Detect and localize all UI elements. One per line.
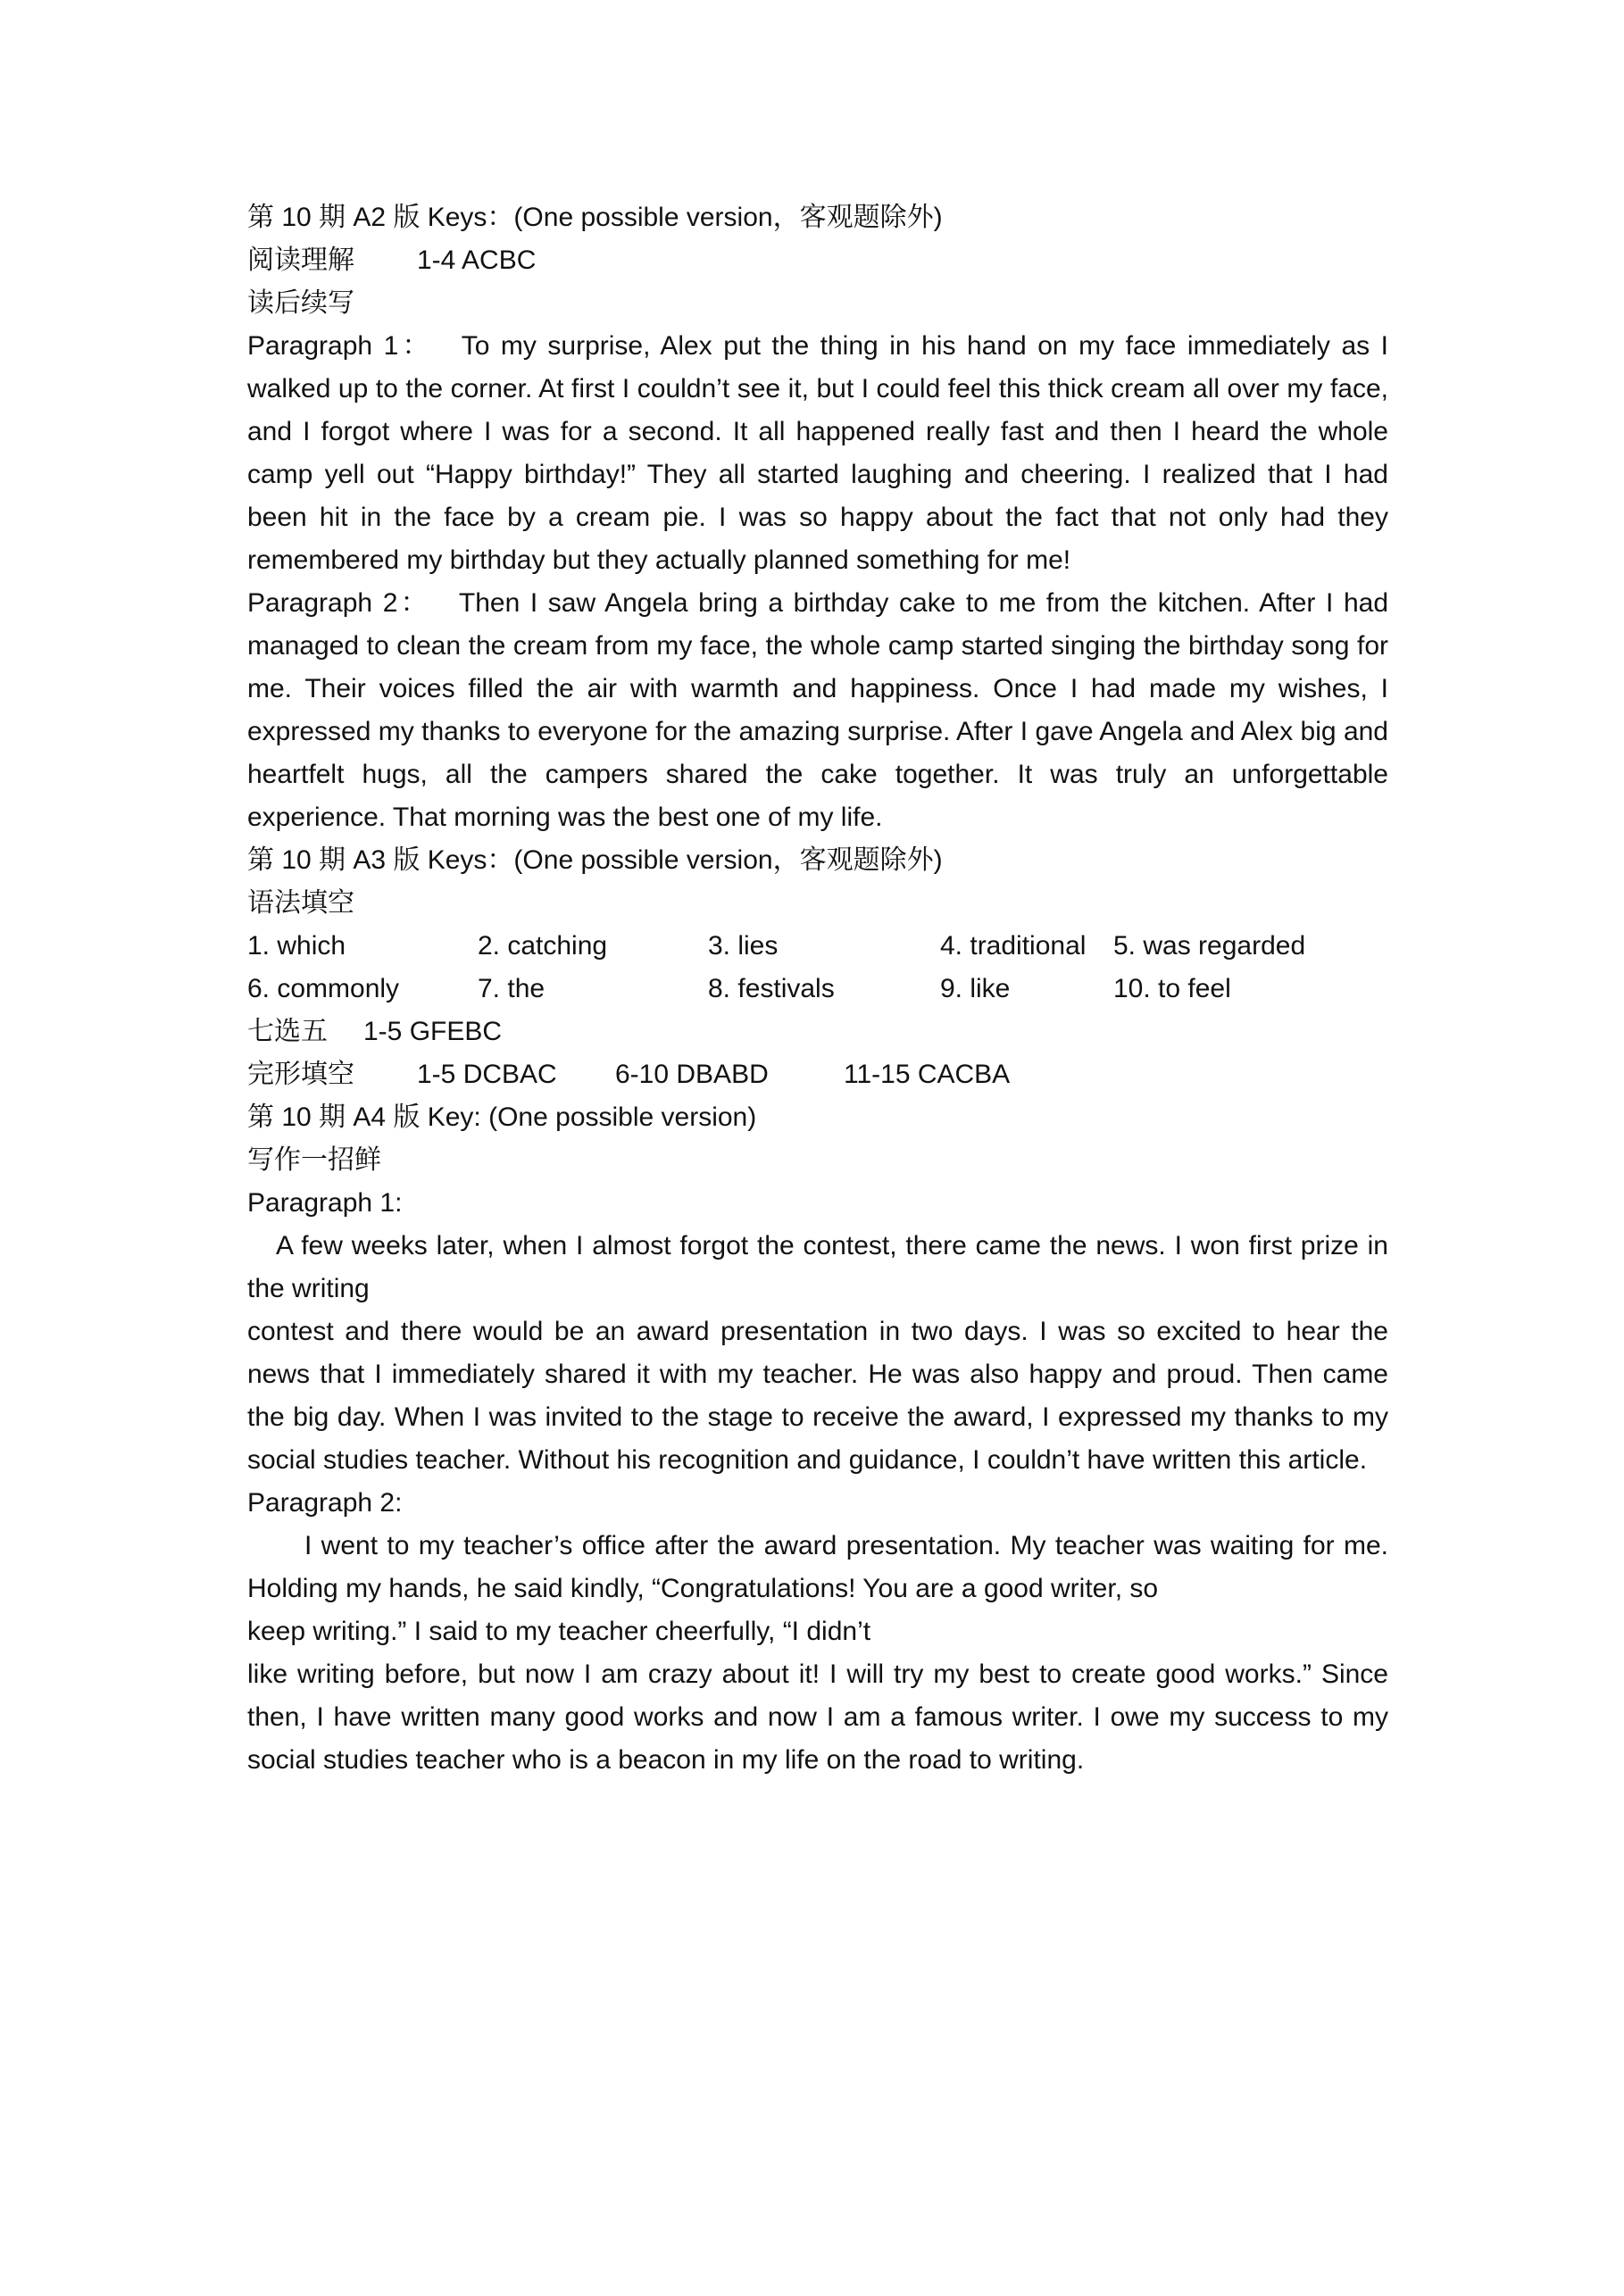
continuation-label: 读后续写 [247, 288, 354, 318]
a4-paragraph-2-label: Paragraph 2: [247, 1488, 403, 1518]
grammar-answer: 9. like [940, 974, 1011, 1003]
cloze-answers-3: 11-15 CACBA [844, 1060, 1011, 1089]
a2-paragraph-1-text: To my surprise, Alex put the thing in his hand on my face immediately as I walked up to the corner. At first I couldn’t see it, but I could feel this thick cream all over my face, and I forgot where I was for a second. It all happened really fast and then I heard the whole camp yell out “Happy birthday!” They all started laughing and cheering. I realized that I had been hit in the face by a cream pie. I was so happy about the fact that not only had they remembered my birthday but they actually planned something for me! [247, 331, 1388, 575]
seven-label: 七选五 [247, 1017, 328, 1046]
grammar-row-2 [247, 968, 1388, 1011]
cloze-answers-1: 1-5 DCBAC [417, 1060, 557, 1089]
grammar-answer: 8. festivals [708, 974, 835, 1003]
grammar-row-1 [247, 925, 1388, 968]
a2-paragraph-2-text: Then I saw Angela bring a birthday cake to me from the kitchen. After I had managed to clean the cream from my face, the whole camp started singing the birthday song for me. Their voices filled the air with warmth and happiness. Once I had made my wishes, I expressed my thanks to everyone for the amazing surprise. After I gave Angela and Alex big and heartfelt hugs, all the campers shared the cake together. It was truly an unforgettable experience. That morning was the best one of my life. [247, 588, 1388, 832]
cloze-label: 完形填空 [247, 1060, 354, 1089]
reading-label: 阅读理解 [247, 245, 354, 275]
grammar-answer: 1. which [247, 931, 346, 961]
a4-header: 第 10 期 A4 版 Key: (One possible version) [247, 1102, 757, 1132]
cloze-row [247, 1053, 1388, 1096]
a4-paragraph-2-line3: like writing before, but now I am crazy about it! I will try my best to create good works.” Since then, I have written many good works and now I am a famous writer. I owe my success to my social studies teacher who is a beacon in my life on the road to writing. [247, 1660, 1388, 1775]
a2-paragraph-2-label: Paragraph 2： [247, 588, 430, 618]
a2-paragraph-1 [247, 325, 1388, 582]
a4-paragraph-1-line1: A few weeks later, when I almost forgot the contest, there came the news. I won first prize in the writing [247, 1231, 1388, 1303]
seven-answers: 1-5 GFEBC [363, 1017, 503, 1046]
grammar-answer: 6. commonly [247, 974, 400, 1003]
a4-paragraph-2-line1: I went to my teacher’s office after the award presentation. My teacher was waiting for me. Holding my hands, he said kindly, “Congratulations! You are a good writer, so [247, 1531, 1388, 1603]
cloze-answers-2: 6-10 DBABD [615, 1060, 769, 1089]
answer-key-page [247, 196, 1388, 1782]
a4-paragraph-1-label: Paragraph 1: [247, 1188, 403, 1218]
a4-paragraph-2-line2: keep writing.” I said to my teacher cheerfully, “I didn’t [247, 1617, 871, 1646]
reading-comprehension-row [247, 239, 1388, 282]
a4-paragraph-1-line2: contest and there would be an award presentation in two days. I was so excited to hear the news that I immediately shared it with my teacher. He was also happy and proud. Then came the big day. When I was invited to the stage to receive the award, I expressed my thanks to my social studies teacher. Without his recognition and guidance, I couldn’t have written this article. [247, 1317, 1388, 1475]
grammar-answer: 3. lies [708, 931, 779, 961]
a3-header: 第 10 期 A3 版 Keys：(One possible version，客观题除外) [247, 845, 943, 875]
writing-label: 写作一招鲜 [247, 1145, 381, 1175]
seven-choose-five-row [247, 1011, 1388, 1053]
grammar-label: 语法填空 [247, 888, 354, 918]
reading-answers: 1-4 ACBC [417, 245, 537, 275]
grammar-answer: 2. catching [478, 931, 608, 961]
grammar-answer: 10. to feel [1113, 974, 1231, 1003]
a2-paragraph-1-label: Paragraph 1： [247, 331, 433, 361]
grammar-answer: 4. traditional [940, 931, 1087, 961]
a2-header: 第 10 期 A2 版 Keys：(One possible version，客观题除外) [247, 203, 943, 232]
grammar-answer: 7. the [478, 974, 545, 1003]
a2-paragraph-2 [247, 582, 1388, 839]
grammar-answer: 5. was regarded [1113, 931, 1306, 961]
